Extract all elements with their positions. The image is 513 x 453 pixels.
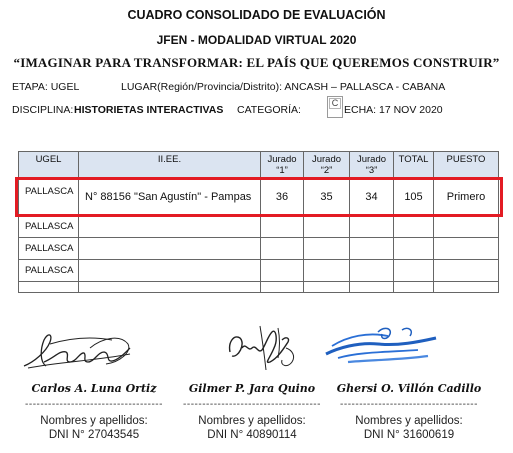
disciplina-value: HISTORIETAS INTERACTIVAS (74, 104, 224, 116)
header-total (394, 152, 434, 179)
categoria-value: C (329, 98, 341, 109)
cell-jurado-2 (304, 282, 350, 293)
signature-2-scribble (220, 318, 305, 376)
signature-2-caption (172, 414, 332, 442)
cell-jurado-2 (304, 216, 350, 238)
cell-jurado-1 (261, 282, 304, 293)
header-puesto-text: PUESTO (446, 154, 486, 165)
cell-iiee (79, 238, 261, 260)
table-row (19, 216, 499, 238)
signature-3-label: Nombres y apellidos: (355, 415, 463, 427)
cell-jurado-3: 34 (350, 179, 394, 216)
cell-ugel: PALLASCA (19, 260, 79, 282)
cell-puesto: Primero (434, 179, 499, 216)
cell-iiee (79, 260, 261, 282)
table-row (19, 282, 499, 293)
header-jurado-2-line1: Jurado (311, 154, 342, 165)
signature-3-caption (326, 414, 492, 442)
signature-1-line: ------------------------------------ (25, 399, 163, 410)
cell-jurado-2: 35 (304, 179, 350, 216)
signature-1-scribble (20, 322, 135, 374)
table-header-row (19, 152, 499, 179)
header-jurado-2 (304, 152, 350, 179)
cell-jurado-3 (350, 238, 394, 260)
cell-total: 105 (394, 179, 434, 216)
signature-1-label: Nombres y apellidos: (40, 415, 148, 427)
evaluation-table (18, 151, 499, 293)
header-iiee (79, 152, 261, 179)
cell-iiee (79, 216, 261, 238)
header-jurado-1 (261, 152, 304, 179)
cell-ugel: PALLASCA (19, 216, 79, 238)
signature-3-scribble (318, 322, 443, 368)
signature-3-dni: DNI N° 31600619 (363, 429, 455, 441)
header-jurado-3 (350, 152, 394, 179)
signature-3-line: ------------------------------------ (340, 399, 478, 410)
signature-3-name: Ghersi O. Villón Cadillo (336, 382, 482, 395)
winner-highlight-box (15, 177, 503, 217)
cell-jurado-1 (261, 238, 304, 260)
categoria-label: CATEGORÍA: (237, 104, 301, 116)
cell-jurado-3 (350, 260, 394, 282)
cell-ugel (19, 282, 79, 293)
disciplina-label: DISCIPLINA: (12, 104, 74, 116)
cell-jurado-3 (350, 282, 394, 293)
cell-total (394, 238, 434, 260)
signature-1-dni: DNI N° 27043545 (48, 429, 140, 441)
cell-puesto (434, 216, 499, 238)
signature-2-name: Gilmer P. Jara Quino (188, 382, 316, 395)
signature-2-dni: DNI N° 40890114 (207, 429, 297, 441)
cell-puesto (434, 238, 499, 260)
cell-iiee (79, 282, 261, 293)
signature-2-label: Nombres y apellidos: (198, 415, 306, 427)
lugar-label: LUGAR(Región/Provincia/Distrito): ANCASH – PALLASCA - CABANA (121, 81, 446, 93)
cell-jurado-1: 36 (261, 179, 304, 216)
signature-2-line: ------------------------------------ (183, 399, 321, 410)
cell-iiee: N° 88156 "San Agustín" - Pampas (79, 179, 261, 216)
header-jurado-1-line2: “1” (276, 165, 288, 176)
document-title: CUADRO CONSOLIDADO DE EVALUACIÓN (127, 8, 386, 22)
table-row (19, 238, 499, 260)
fecha-label: ECHA: 17 NOV 2020 (344, 104, 443, 116)
table-row (19, 260, 499, 282)
cell-total (394, 216, 434, 238)
header-jurado-3-line1: Jurado (356, 154, 387, 165)
header-total-text: TOTAL (398, 154, 429, 165)
header-ugel (19, 152, 79, 179)
document-motto: “IMAGINAR PARA TRANSFORMAR: EL PAÍS QUE QUEREMOS CONSTRUIR” (13, 55, 500, 70)
etapa-label: ETAPA: UGEL (12, 81, 80, 93)
header-puesto (434, 152, 499, 179)
header-iiee-text: II.EE. (157, 154, 182, 165)
cell-ugel: PALLASCA (19, 238, 79, 260)
header-ugel-text: UGEL (35, 154, 62, 165)
signature-1-caption (14, 414, 174, 442)
cell-jurado-1 (261, 260, 304, 282)
cell-total (394, 260, 434, 282)
cell-jurado-1 (261, 216, 304, 238)
cell-total (394, 282, 434, 293)
cell-puesto (434, 260, 499, 282)
signature-1-name: Carlos A. Luna Ortiz (31, 382, 157, 395)
cell-puesto (434, 282, 499, 293)
cell-jurado-2 (304, 260, 350, 282)
header-jurado-2-line2: “2” (320, 165, 333, 176)
cell-jurado-3 (350, 216, 394, 238)
cell-ugel: PALLASCA (19, 179, 79, 216)
cell-jurado-2 (304, 238, 350, 260)
document-subtitle: JFEN - MODALIDAD VIRTUAL 2020 (156, 33, 357, 47)
header-jurado-1-line1: Jurado (267, 154, 297, 165)
header-jurado-3-line2: “3” (365, 165, 378, 176)
